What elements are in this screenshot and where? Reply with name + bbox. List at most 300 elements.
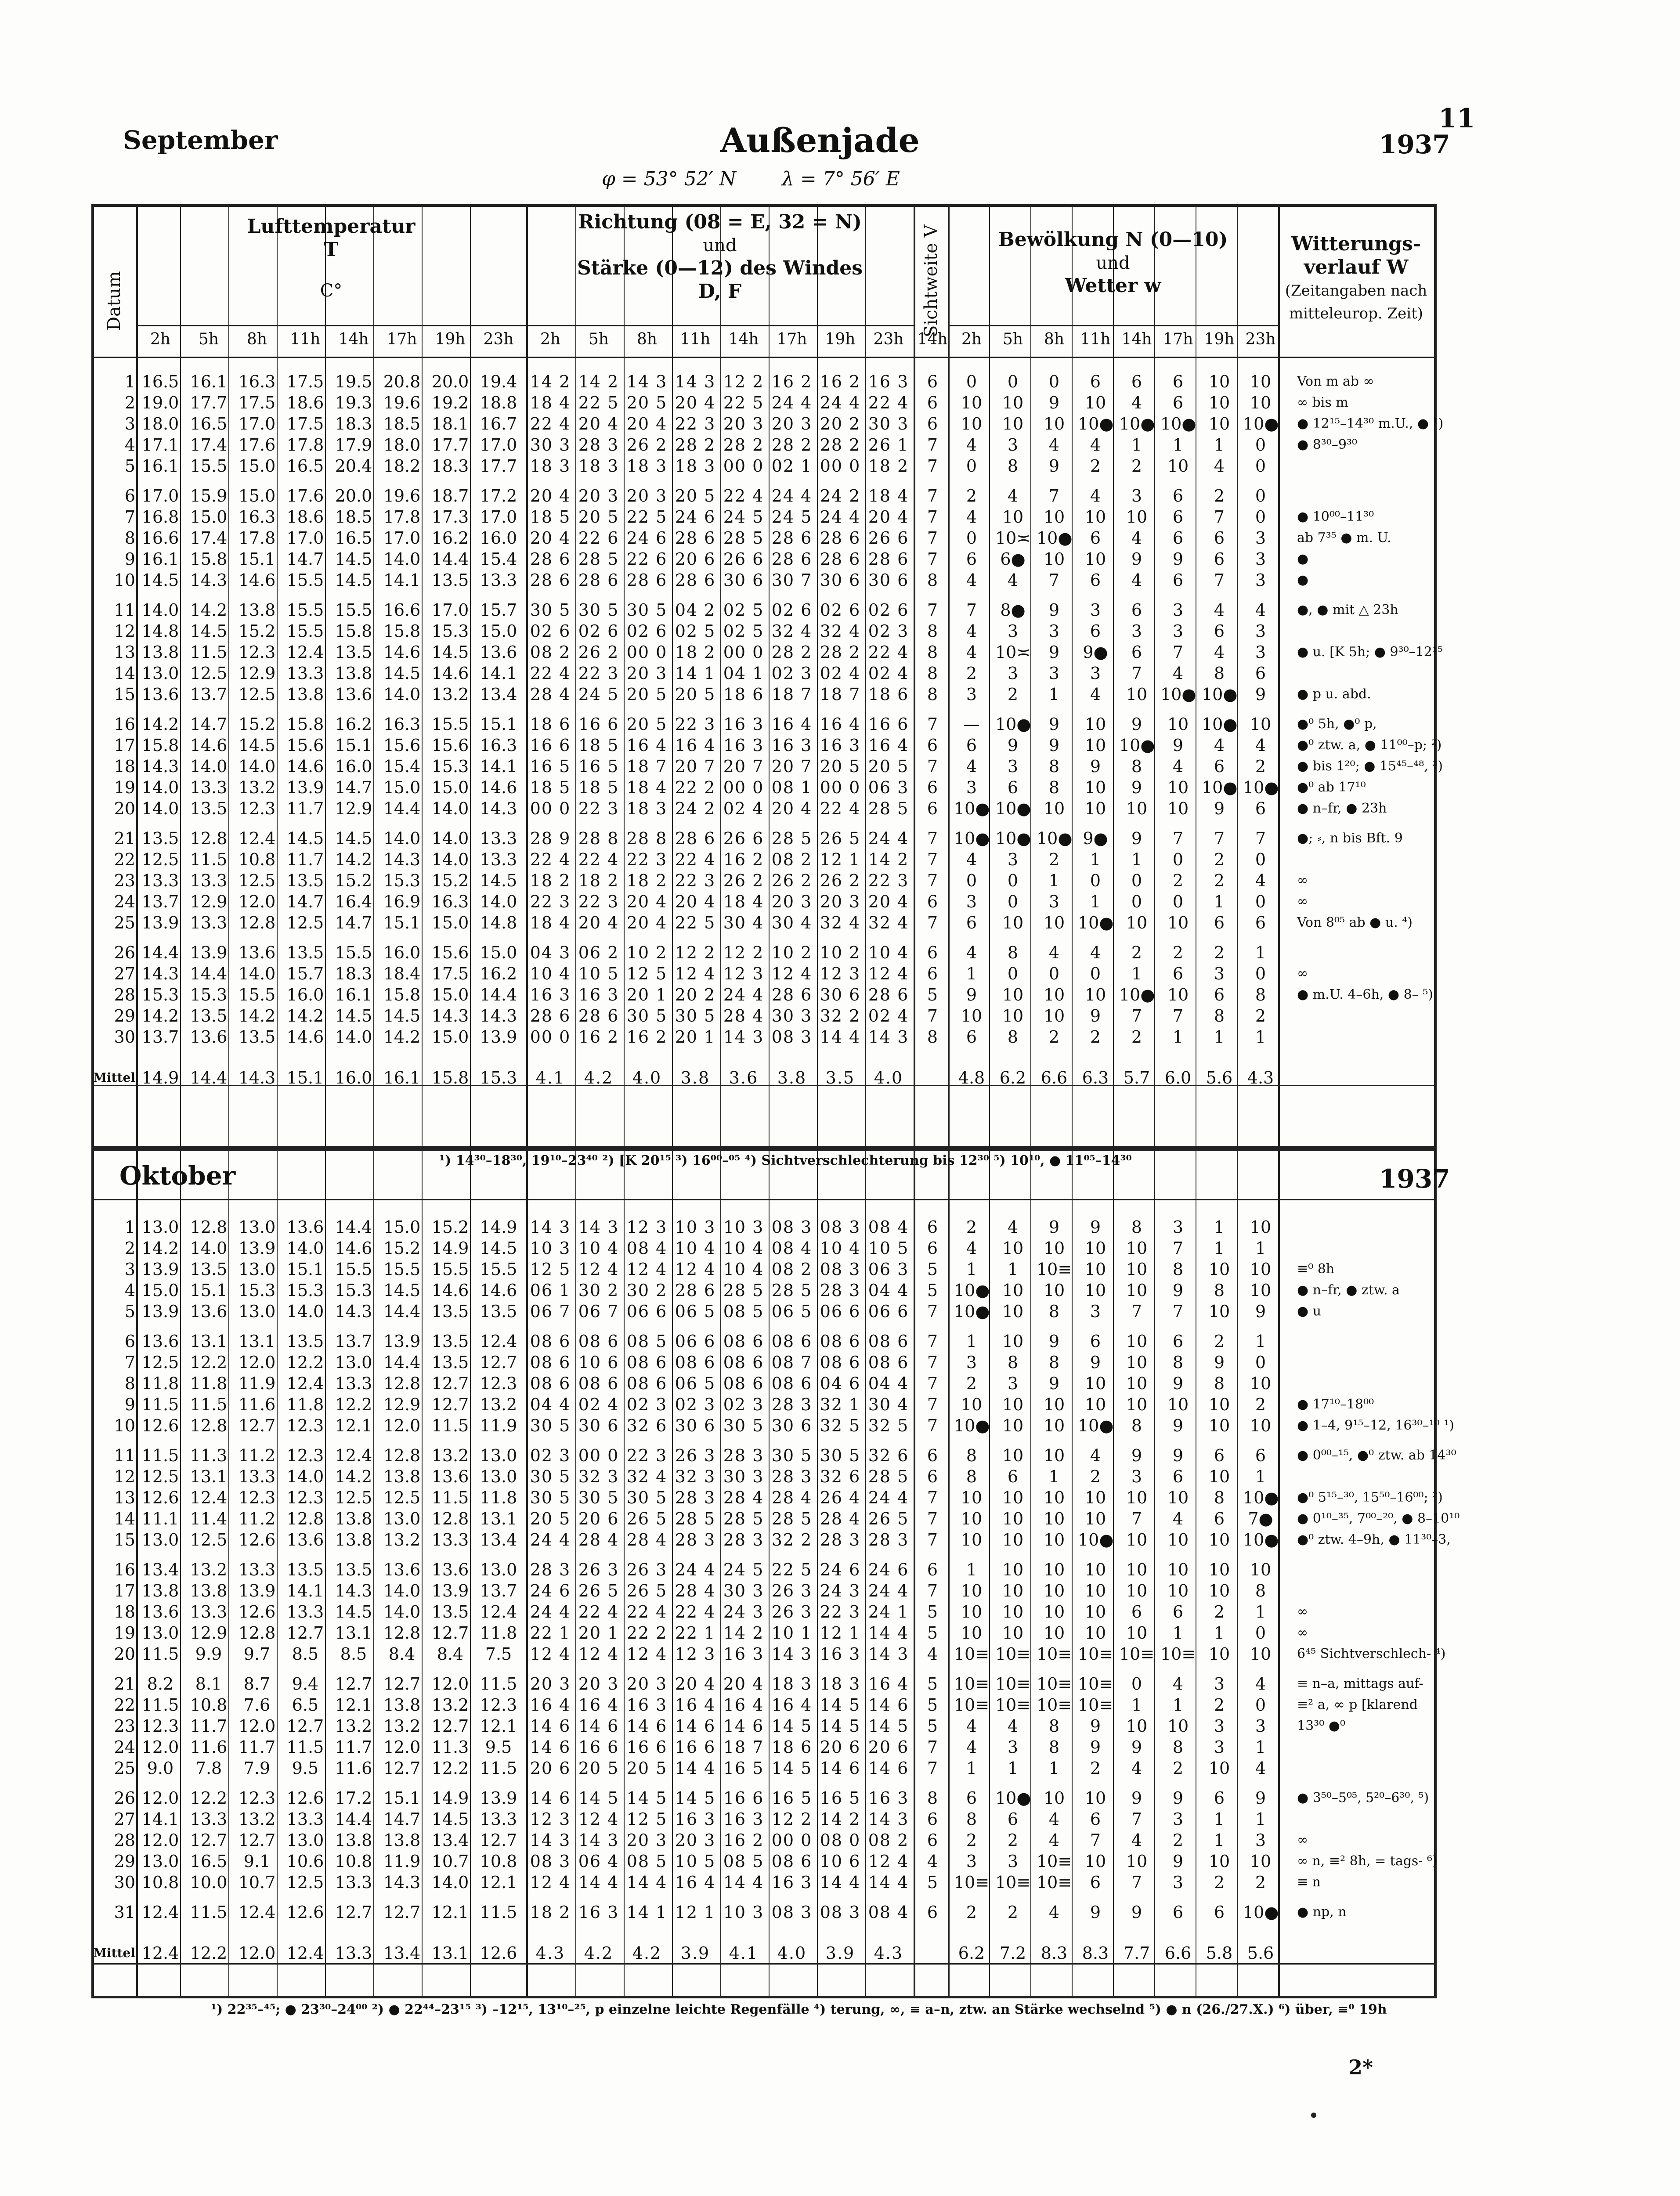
cloud-cell: 10● (1119, 414, 1155, 433)
wind-cell: 22 3 (626, 850, 668, 869)
table-row (91, 434, 1437, 455)
wind-cell: 20 3 (578, 486, 619, 506)
cloud-cell: 1 (1090, 850, 1101, 869)
wind-cell: 24 4 (771, 393, 813, 412)
wind-cell: 24 6 (530, 1581, 571, 1600)
wind-cell: 28 6 (675, 571, 716, 590)
temp-cell: 12.4 (286, 1374, 324, 1393)
weather-remark: ≡⁰ 8h (1297, 1261, 1335, 1277)
day-cell: 14 (114, 664, 135, 683)
temp-cell: 10.6 (286, 1852, 324, 1871)
cloud-cell: 10 (961, 1602, 983, 1622)
cloud-cell: 4 (966, 757, 977, 776)
cloud-cell: 10 (1084, 778, 1106, 797)
cloud-cell: 10≡ (1037, 1695, 1072, 1715)
day-cell: 4 (124, 1281, 135, 1300)
wind-cell: 18 2 (530, 1903, 571, 1922)
wind-cell: 10 4 (820, 1239, 861, 1258)
wind-cell: 22 4 (868, 643, 909, 662)
wind-cell: 26 5 (578, 1581, 619, 1600)
wind-cell: 14 3 (723, 1027, 764, 1047)
wind-cell: 30 5 (578, 1488, 619, 1507)
temp-cell: 17.4 (190, 528, 228, 548)
wind-cell: 04 4 (868, 1281, 909, 1300)
wind-cell: 12 4 (578, 1260, 619, 1279)
temp-cell: 16.5 (335, 528, 372, 548)
wind-cell: 30 3 (723, 1467, 764, 1486)
temp-cell: 13.0 (480, 1467, 517, 1486)
wind-cell: 20 2 (820, 414, 861, 433)
cloud-cell: 0 (966, 871, 977, 890)
temp-cell: 12.1 (480, 1873, 517, 1892)
cloud-cell: 0 (1131, 1674, 1142, 1694)
cloud-cell: 9 (1214, 1353, 1225, 1372)
cloud-cell: 1 (1172, 435, 1184, 455)
day-cell: 18 (114, 1602, 135, 1622)
cloud-cell: 6 (1214, 757, 1225, 776)
temp-cell: 12.3 (238, 1788, 276, 1808)
cloud-cell: 10 (1084, 1281, 1106, 1300)
temp-cell: 15.5 (238, 985, 276, 1004)
wind-cell: 24 1 (868, 1602, 909, 1622)
temp-cell: 14.0 (190, 757, 228, 776)
wind-cell: 14 5 (820, 1716, 861, 1736)
temp-cell: 12.9 (238, 664, 276, 683)
wind-cell: 00 0 (578, 1446, 619, 1465)
temp-cell: 13.3 (286, 1602, 324, 1622)
temp-cell: 16.1 (141, 456, 179, 476)
wind-cell: 12 2 (723, 372, 764, 391)
temp-cell: 13.8 (383, 1831, 421, 1850)
wind-cell: 18 7 (723, 1737, 764, 1757)
temp-cell: 16.5 (190, 414, 228, 433)
cloud-cell: 8 (1048, 778, 1060, 797)
wind-cell: 30 3 (868, 414, 909, 433)
wind-cell: 04 2 (675, 600, 716, 620)
temp-cell: 13.9 (238, 1581, 276, 1600)
cloud-cell: 10 (1043, 1602, 1065, 1622)
cloud-cell: 4 (1255, 1674, 1266, 1694)
cloud-cell: 4 (1048, 1810, 1060, 1829)
temp-cell: 12.0 (238, 1716, 276, 1736)
visibility-cell: 7 (927, 1332, 938, 1351)
wind-cell: 20 4 (771, 799, 813, 818)
cloud-cell: 1 (966, 1332, 977, 1351)
table-row (91, 870, 1437, 891)
cloud-cell: 10● (995, 715, 1031, 734)
cloud-cell: 4 (1255, 1759, 1266, 1778)
cloud-cell: 3 (1048, 621, 1060, 641)
wind-cell: 10 6 (578, 1353, 619, 1372)
wind-cell: 08 6 (771, 1374, 813, 1393)
day-cell: 10 (114, 1416, 135, 1435)
day-cell: 15 (114, 1530, 135, 1549)
temp-cell: 18.6 (286, 393, 324, 412)
wind-cell: 06 6 (868, 1302, 909, 1321)
cloud-cell: 10 (1250, 1260, 1272, 1279)
wind-cell: 28 5 (675, 1509, 716, 1528)
wind-cell: 02 6 (530, 621, 571, 641)
cloud-cell: 0 (1255, 486, 1266, 506)
temp-cell: 12.8 (190, 1416, 228, 1435)
temp-cell: 17.0 (286, 528, 324, 548)
wind-cell: 24 4 (675, 1560, 716, 1579)
cloud-cell: 2 (1048, 1027, 1060, 1047)
wind-cell: 22 2 (626, 1623, 668, 1643)
wind-cell: 28 6 (868, 549, 909, 569)
temp-cell: 12.7 (383, 1759, 421, 1778)
temp-cell: 13.0 (335, 1353, 372, 1372)
cloud-cell: 3 (966, 685, 977, 704)
temp-cell: 14.2 (238, 1006, 276, 1026)
cloud-cell: 10 (1002, 507, 1024, 527)
temp-cell: 13.3 (480, 1810, 517, 1829)
temp-cell: 11.6 (238, 1395, 276, 1414)
temp-cell: 13.9 (431, 1581, 469, 1600)
wind-cell: 02 3 (771, 664, 813, 683)
wind-cell: 18 7 (771, 685, 813, 704)
cloud-cell: 10 (1084, 1260, 1106, 1279)
cloud-cell: 10 (1250, 1644, 1272, 1664)
temp-cell: 12.8 (190, 829, 228, 848)
temp-cell: 15.8 (141, 736, 179, 755)
page-number: 11 (1438, 103, 1475, 134)
temp-cell: 17.7 (480, 456, 517, 476)
temp-cell: 13.6 (190, 1302, 228, 1321)
table-row (91, 1559, 1437, 1580)
wind-cell: 02 3 (675, 1395, 716, 1414)
cloud-cell: 3 (1172, 1873, 1184, 1892)
mittel-temp: 13.1 (431, 1943, 469, 1963)
wind-cell: 22 4 (723, 486, 764, 506)
table-row (91, 1415, 1454, 1436)
temp-cell: 11.5 (190, 1395, 228, 1414)
temp-cell: 11.7 (286, 850, 324, 869)
cloud-cell: 10● (1037, 829, 1073, 848)
temp-cell: 15.5 (383, 1260, 421, 1279)
temp-cell: 13.8 (335, 1509, 372, 1528)
visibility-cell: 5 (927, 1602, 938, 1622)
cloud-cell: 3 (1131, 621, 1142, 641)
cloud-cell: 2 (1214, 871, 1225, 890)
cloud-cell: 3 (1007, 621, 1019, 641)
table-row (91, 735, 1442, 756)
temp-cell: 13.1 (238, 1332, 276, 1351)
temp-cell: 15.0 (238, 456, 276, 476)
temp-cell: 17.8 (383, 507, 421, 527)
wind-cell: 16 3 (626, 1695, 668, 1715)
temp-cell: 15.0 (431, 985, 469, 1004)
temp-cell: 11.7 (286, 799, 324, 818)
temp-cell: 14.6 (238, 571, 276, 590)
cloud-cell: 8 (1007, 943, 1019, 962)
cloud-cell: 10● (1243, 778, 1279, 797)
cloud-cell: 0 (1090, 871, 1101, 890)
wind-cell: 02 4 (820, 664, 861, 683)
temp-cell: 18.1 (431, 414, 469, 433)
wind-cell: 16 6 (530, 736, 571, 755)
cloud-cell: 10≡ (1037, 1674, 1072, 1694)
weather-remark: ∞ (1297, 894, 1308, 909)
temp-cell: 15.1 (383, 913, 421, 932)
wind-cell: 32 6 (820, 1467, 861, 1486)
wind-cell: 16 3 (675, 1810, 716, 1829)
wind-hours-label: 8h (636, 330, 658, 348)
temp-cell: 13.0 (286, 1831, 324, 1850)
cloud-cell: 10 (1043, 549, 1065, 569)
temp-cell: 15.2 (335, 871, 372, 890)
cloud-cell: 1 (1255, 1602, 1266, 1622)
temp-cell: 14.0 (431, 799, 469, 818)
wind-cell: 12 4 (626, 1260, 668, 1279)
temp-cell: 16.0 (335, 757, 372, 776)
cloud-cell: 10 (1250, 1416, 1272, 1435)
wind-cell: 16 4 (530, 1695, 571, 1715)
cloud-cell: 2 (1214, 850, 1225, 869)
wind-cell: 28 2 (820, 435, 861, 455)
visibility-cell: 6 (927, 1831, 938, 1850)
wind-cell: 20 6 (820, 1737, 861, 1757)
wind-hours-label: 5h (588, 330, 609, 348)
cloud-cell: 3 (1090, 664, 1101, 683)
wind-cell: 12 4 (626, 1644, 668, 1664)
temp-cell: 13.2 (238, 1810, 276, 1829)
cloud-cell: 10 (1167, 778, 1189, 797)
temp-cell: 17.8 (238, 528, 276, 548)
temp-cell: 12.7 (383, 1674, 421, 1694)
wind-cell: 18 5 (578, 778, 619, 797)
temp-cell: 14.0 (431, 829, 469, 848)
weather-remark: ●⁰ 5h, ●⁰ p, (1297, 716, 1377, 732)
wind-cell: 16 3 (723, 1644, 764, 1664)
wind-cell: 06 7 (530, 1302, 571, 1321)
visibility-cell: 6 (927, 372, 938, 391)
cloud-cell: 10 (1250, 1217, 1272, 1237)
temp-cell: 14.5 (335, 1602, 372, 1622)
wind-cell: 20 3 (675, 1831, 716, 1850)
temp-cell: 13.4 (431, 1831, 469, 1850)
cloud-cell: 10≡ (1160, 1644, 1196, 1664)
cloud-cell: 8 (1214, 1006, 1225, 1026)
temp-cell: 12.4 (141, 1903, 179, 1922)
temp-cell: 13.8 (335, 1831, 372, 1850)
cloud-cell: 10 (1208, 1260, 1230, 1279)
weather-remark: ● 10⁰⁰–11³⁰ (1297, 509, 1374, 524)
temp-cell: 15.2 (431, 871, 469, 890)
temp-cell: 12.7 (480, 1831, 517, 1850)
temp-cell: 17.7 (431, 435, 469, 455)
cloud-cell: 9 (1048, 1332, 1060, 1351)
temp-cell: 12.6 (238, 1530, 276, 1549)
temp-cell: 12.4 (238, 1903, 276, 1922)
cloud-cell: 2 (1214, 486, 1225, 506)
wind-cell: 16 6 (626, 1737, 668, 1757)
day-cell: 13 (114, 643, 135, 662)
cloud-cell: 2 (966, 1374, 977, 1393)
temp-cell: 17.0 (238, 414, 276, 433)
wind-cell: 18 6 (723, 685, 764, 704)
cloud-cell: 2 (1172, 1831, 1184, 1850)
temp-cell: 11.9 (383, 1852, 421, 1871)
mittel-wind: 3.9 (825, 1943, 855, 1963)
cloud-cell: 1 (1255, 1027, 1266, 1047)
visibility-cell: 7 (927, 1374, 938, 1393)
temp-cell: 16.0 (286, 985, 324, 1004)
temp-cell: 12.3 (238, 643, 276, 662)
wind-cell: 18 4 (868, 486, 909, 506)
cloud-cell: 4 (1255, 871, 1266, 890)
wind-cell: 26 5 (868, 1509, 909, 1528)
cloud-cell: 3 (1048, 664, 1060, 683)
weather-remark: ● n–fr, ● ztw. a (1297, 1282, 1400, 1298)
temp-cell: 20.0 (431, 372, 469, 391)
wind-cell: 30 6 (675, 1416, 716, 1435)
wind-cell: 14 5 (820, 1695, 861, 1715)
temp-cell: 13.0 (141, 1623, 179, 1643)
day-cell: 12 (114, 1467, 135, 1486)
wind-cell: 08 6 (868, 1353, 909, 1372)
cloud-cell: 2 (1048, 850, 1060, 869)
temp-cell: 13.9 (238, 1239, 276, 1258)
temp-cell: 12.3 (480, 1374, 517, 1393)
cloud-cell: 10 (1208, 393, 1230, 412)
temp-cell: 13.3 (190, 1602, 228, 1622)
wind-cell: 28 6 (675, 528, 716, 548)
visibility-cell: 6 (927, 892, 938, 911)
temp-cell: 11.5 (480, 1903, 517, 1922)
cloud-cell: 8 (1172, 1260, 1184, 1279)
temp-cell: 18.8 (480, 393, 517, 412)
cloud-cell: 10 (1167, 1716, 1189, 1736)
temp-cell: 12.5 (383, 1488, 421, 1507)
cloud-cell: 10 (1002, 1416, 1024, 1435)
wind-cell: 16 5 (723, 1759, 764, 1778)
cloud-cell: 3 (1214, 1737, 1225, 1757)
wind-cell: 28 9 (530, 829, 571, 848)
wind-cell: 12 4 (675, 964, 716, 983)
cloud-cell: 9 (966, 985, 977, 1004)
wind-cell: 06 3 (868, 1260, 909, 1279)
temp-cell: 15.2 (383, 1239, 421, 1258)
cloud-cell: 2 (1007, 1831, 1019, 1850)
wind-cell: 28 4 (771, 1488, 813, 1507)
temp-cell: 16.8 (141, 507, 179, 527)
wind-cell: 12 5 (530, 1260, 571, 1279)
cloud-cell: 10 (1043, 913, 1065, 932)
temp-cell: 14.0 (141, 600, 179, 620)
temp-cell: 13.6 (190, 1027, 228, 1047)
cloud-cell: 10 (1208, 1852, 1230, 1871)
wind-cell: 32 1 (820, 1395, 861, 1414)
wind-cell: 22 4 (868, 393, 909, 412)
temp-cell: 18.3 (335, 964, 372, 983)
cloud-cell: 10 (1208, 1395, 1230, 1414)
cloud-cell: 10≡ (954, 1695, 990, 1715)
wind-cell: 00 0 (771, 1831, 813, 1850)
mittel-temp: 13.4 (383, 1943, 421, 1963)
mittel-temp: 15.3 (480, 1068, 517, 1087)
wind-cell: 12 4 (530, 1644, 571, 1664)
rule-subheader (136, 325, 914, 326)
mittel-temp: 15.1 (286, 1068, 324, 1087)
wind-cell: 02 4 (723, 799, 764, 818)
visibility-cell: 6 (927, 964, 938, 983)
cloud-cell: 10 (1167, 1560, 1189, 1579)
temp-cell: 12.7 (335, 1674, 372, 1694)
wind-cell: 32 6 (868, 1446, 909, 1465)
wind-cell: 14 2 (723, 1623, 764, 1643)
temp-cell: 14.1 (383, 571, 421, 590)
temp-cell: 11.8 (286, 1395, 324, 1414)
cloud-cell: 10 (1002, 985, 1024, 1004)
cloud-hours-label: 17h (1163, 330, 1193, 348)
temp-cell: 14.5 (431, 1810, 469, 1829)
wind-cell: 04 6 (820, 1374, 861, 1393)
wind-cell: 20 4 (626, 913, 668, 932)
cloud-cell: 10 (1043, 507, 1065, 527)
temp-cell: 13.9 (141, 1260, 179, 1279)
temp-cell: 10.8 (141, 1873, 179, 1892)
temp-cell: 7.9 (243, 1759, 271, 1778)
cloud-cell: — (963, 715, 980, 734)
temp-cell: 13.9 (286, 778, 324, 797)
wind-cell: 20 4 (868, 892, 909, 911)
wind-cell: 30 5 (530, 1488, 571, 1507)
cloud-cell: 6 (1090, 571, 1101, 590)
temp-cell: 13.0 (238, 1302, 276, 1321)
table-row (91, 1259, 1437, 1280)
cloud-cell: 2 (966, 664, 977, 683)
temp-cell: 14.6 (480, 1281, 517, 1300)
cloud-cell: 4 (966, 643, 977, 662)
day-cell: 21 (114, 829, 135, 848)
temp-cell: 13.6 (480, 643, 517, 662)
cloud-cell: 10 (1002, 1623, 1024, 1643)
cloud-cell: 8 (1007, 456, 1019, 476)
day-cell: 8 (124, 1374, 135, 1393)
cloud-cell: 2 (1214, 1873, 1225, 1892)
cloud-cell: 2 (1255, 757, 1266, 776)
cloud-cell: 1 (966, 1759, 977, 1778)
wind-cell: 24 5 (771, 507, 813, 527)
cloud-cell: 7 (1172, 829, 1184, 848)
wind-cell: 24 3 (820, 1581, 861, 1600)
temp-cell: 10.8 (335, 1852, 372, 1871)
visibility-cell: 7 (927, 1488, 938, 1507)
day-cell: 11 (114, 600, 135, 620)
wind-cell: 26 2 (820, 871, 861, 890)
temp-cell: 17.9 (335, 435, 372, 455)
cloud-cell: 0 (1131, 871, 1142, 890)
cloud-cell: 10 (1126, 913, 1148, 932)
cloud-cell: 9 (1131, 1903, 1142, 1922)
visibility-cell: 7 (927, 1509, 938, 1528)
temp-cell: 13.1 (335, 1623, 372, 1643)
temp-cell: 14.2 (335, 850, 372, 869)
cloud-cell: 10 (1084, 1239, 1106, 1258)
temp-cell: 16.3 (480, 736, 517, 755)
table-row (91, 1373, 1437, 1394)
wind-cell: 16 3 (578, 985, 619, 1004)
wind-cell: 28 8 (626, 829, 668, 848)
cloud-cell: 6 (1214, 1446, 1225, 1465)
weather-remark: ● p u. abd. (1297, 686, 1371, 702)
mittel-cloud: 6.6 (1164, 1943, 1192, 1963)
wind-cell: 14 4 (820, 1873, 861, 1892)
cloud-cell: 2 (966, 1831, 977, 1850)
wind-cell: 12 3 (723, 964, 764, 983)
table-row (91, 756, 1443, 777)
